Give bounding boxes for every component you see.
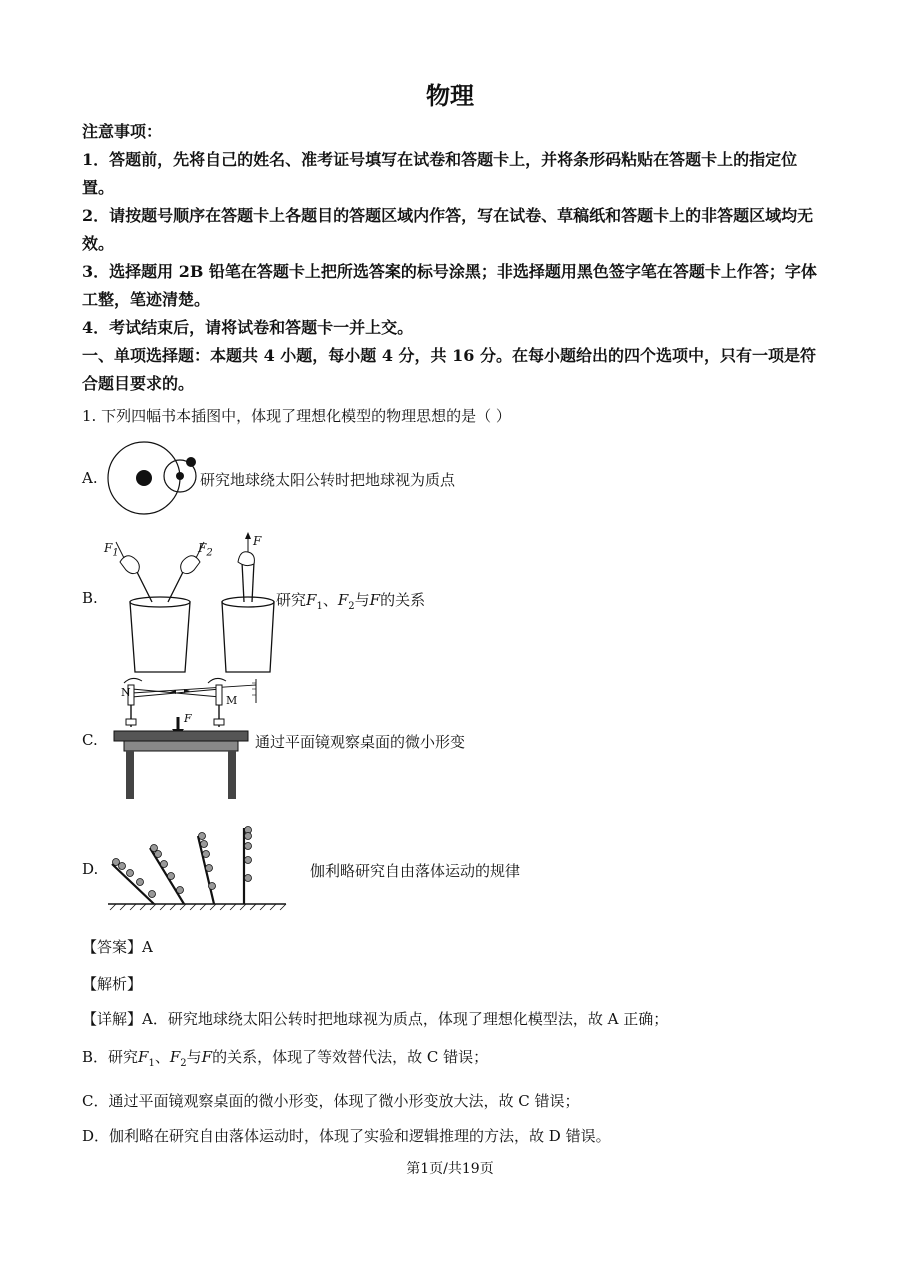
- option-c-caption: 通过平面镜观察桌面的微小形变: [255, 733, 466, 751]
- orbit-figure: [104, 440, 204, 516]
- option-a-caption: 研究地球绕太阳公转时把地球视为质点: [200, 471, 456, 489]
- notice-item-2: 2．请按题号顺序在答题卡上各题目的答题区域内作答，写在试卷、草稿纸和答题卡上的非答题区域均无效。: [82, 206, 814, 253]
- option-a-letter: A.: [82, 469, 98, 487]
- notice-item-1: 1．答题前，先将自己的姓名、准考证号填写在试卷和答题卡上，并将条形码粘贴在答题卡上的指定位置。: [82, 150, 798, 197]
- detail-a: 【详解】A．研究地球绕太阳公转时把地球视为质点，体现了理想化模型法，故 A 正确；: [82, 1010, 669, 1028]
- notice-item-4: 4．考试结束后，请将试卷和答题卡一并上交。: [82, 318, 414, 337]
- detail-c: C．通过平面镜观察桌面的微小形变，体现了微小形变放大法，故 C 错误；: [82, 1092, 580, 1110]
- b-f2-label: $F_2$: [198, 541, 213, 559]
- notice-item-3: 3．选择题用 2B 铅笔在答题卡上把所选答案的标号涂黑；非选择题用黑色签字笔在答题卡上作答；字体工整，笔迹清楚。: [82, 262, 817, 309]
- b-f-label: F: [253, 534, 262, 548]
- option-b-caption: 研究$F_1$、$F_2$与F的关系: [276, 591, 426, 612]
- analysis-header: 【解析】: [82, 975, 143, 993]
- page-footer: 第1页/共19页: [406, 1161, 494, 1177]
- inclined-planes-figure: [108, 824, 288, 914]
- detail-d: D．伽利略在研究自由落体运动时，体现了实验和逻辑推理的方法，故 D 错误。: [82, 1127, 611, 1145]
- spring-scale-figure: [102, 532, 282, 680]
- table-mirror-figure: [110, 675, 260, 803]
- page-title: 物理: [426, 81, 474, 110]
- detail-b: B．研究$F_1$、$F_2$与F的关系，体现了等效替代法，故 C 错误；: [82, 1048, 489, 1069]
- option-d-caption: 伽利略研究自由落体运动的规律: [310, 862, 521, 880]
- b-f1-label: $F_1$: [104, 541, 119, 559]
- option-d-letter: D.: [82, 860, 99, 878]
- section-heading: 一、单项选择题：本题共 4 小题，每小题 4 分，共 16 分。在每小题给出的四个选项中，只有一项是符合题目要求的。: [82, 346, 816, 393]
- c-f-label: F: [184, 712, 192, 725]
- question-stem: 1. 下列四幅书本插图中，体现了理想化模型的物理思想的是（ ）: [82, 407, 511, 425]
- answer-line: 【答案】A: [82, 938, 153, 956]
- c-n-label: N: [121, 686, 131, 699]
- option-c-letter: C.: [82, 731, 98, 749]
- option-b-letter: B.: [82, 589, 98, 607]
- c-m-label: M: [226, 694, 238, 707]
- notice-header: 注意事项：: [82, 122, 163, 141]
